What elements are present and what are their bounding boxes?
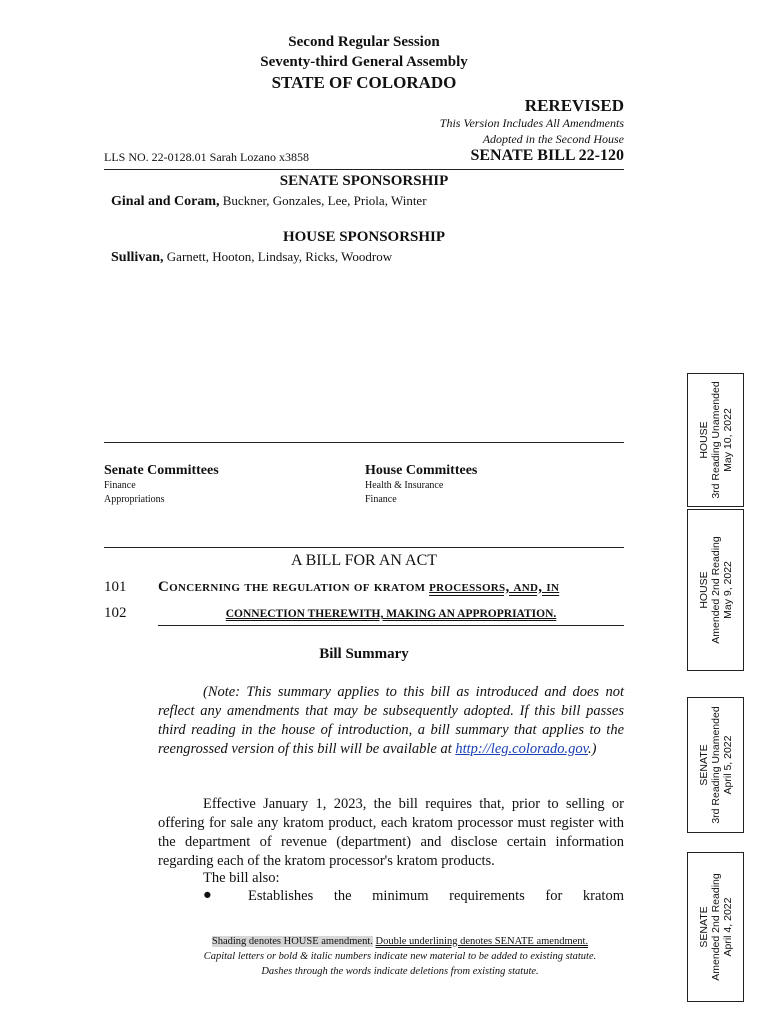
senate-committees [104,463,219,507]
bullet-icon: ● [203,887,212,903]
act-line-rule [158,625,624,626]
senate-committees-heading: Senate Committees [104,463,219,478]
legend-line-3: Dashes through the words indicate deletions from existing statute. [261,966,539,977]
act-line-1 [158,579,624,596]
version-note [440,115,624,147]
stamp-text [698,536,734,643]
action-stamp [687,373,744,507]
version-note-line-2: Adopted in the Second House [482,132,624,146]
stamp-chamber: SENATE [697,744,710,786]
stamp-action: Amended 2nd Reading [709,873,722,981]
stamp-chamber: HOUSE [697,421,710,459]
act-line-2 [158,606,624,622]
committees-rule [104,442,624,443]
act-title-senate-amendment-2: CONNECTION THEREWITH, MAKING AN APPROPRIATION. [225,608,557,620]
senate-other-sponsors: Buckner, Gonzales, Lee, Priola, Winter [222,193,427,208]
stamp-date: April 4, 2022 [721,897,734,957]
leg-colorado-link[interactable]: http://leg.colorado.gov [455,741,588,757]
line-number: 102 [104,605,127,621]
stamp-action: 3rd Reading Unamended [709,706,722,824]
summary-paragraph: Effective January 1, 2023, the bill requires that, prior to selling or offering for sale any kratom product, each kratom processor must register with the department of revenue (department) and disclose certain information regarding each of the kratom processor's kratom products. [158,796,624,869]
senate-committee-item: Appropriations [104,494,165,505]
assembly-title: Seventy-third General Assembly [260,54,468,70]
house-lead-sponsors: Sullivan, [111,250,164,265]
stamp-action: Amended 2nd Reading [709,536,722,644]
summary-note [158,683,624,759]
legend-line-1 [140,934,660,949]
header-rule [104,169,624,170]
house-committee-item: Finance [365,494,397,505]
senate-lead-sponsors: Ginal and Coram, [111,194,220,209]
stamp-date: May 10, 2022 [721,408,734,472]
senate-sponsors [111,193,427,210]
action-stamp [687,697,744,833]
act-title-text: Concerning the regulation of kratom [158,579,426,595]
summary-also: The bill also: [203,870,280,886]
action-stamp [687,852,744,1002]
state-title: STATE OF COLORADO [271,73,457,92]
senate-sponsorship-heading: SENATE SPONSORSHIP [279,173,449,189]
house-amendment-legend: Shading denotes HOUSE amendment. [211,936,373,947]
summary-heading: Bill Summary [319,646,409,662]
stamp-action: 3rd Reading Unamended [709,381,722,499]
stamp-text [698,873,734,980]
summary-bullet-1: Establishes the minimum requirements for kratom [248,888,624,904]
house-committee-item: Health & Insurance [365,480,444,491]
version-note-line-1: This Version Includes All Amendments [439,116,624,130]
house-committees [365,463,477,507]
senate-committee-item: Finance [104,480,136,491]
house-sponsors [111,249,392,266]
house-sponsorship-heading: HOUSE SPONSORSHIP [282,229,446,245]
session-title: Second Regular Session [288,34,440,50]
stamp-date: May 9, 2022 [721,561,734,619]
stamp-text [698,381,734,498]
lls-number: LLS NO. 22-0128.01 Sarah Lozano x3858 [104,150,309,164]
summary-note-end: .) [587,741,597,757]
act-rule [104,547,624,548]
action-stamp [687,509,744,671]
amendment-legend [140,934,660,979]
stamp-date: April 5, 2022 [721,735,734,795]
stamp-chamber: HOUSE [697,571,710,609]
act-title: A BILL FOR AN ACT [290,552,438,569]
bill-number: SENATE BILL 22-120 [470,147,624,164]
senate-amendment-legend: Double underlining denotes SENATE amendment. [375,936,589,947]
house-committees-heading: House Committees [365,463,478,478]
stamp-chamber: SENATE [697,906,710,948]
house-other-sponsors: Garnett, Hooton, Lindsay, Ricks, Woodrow [166,249,393,264]
line-number: 101 [104,579,127,595]
act-title-senate-amendment: processors, and, in [429,579,560,595]
stamp-text [698,706,734,823]
status-label: REREVISED [524,96,624,115]
summary-note-text: (Note: This summary applies to this bill as introduced and does not reflect any amendments that may be subsequently adopted. If this bill passes third reading in the house of introduction, a bill summary that applies to the reengrossed version of this bill will be available at [158,684,624,757]
legend-line-2: Capital letters or bold & italic numbers indicate new material to be added to existing statute. [203,951,597,962]
